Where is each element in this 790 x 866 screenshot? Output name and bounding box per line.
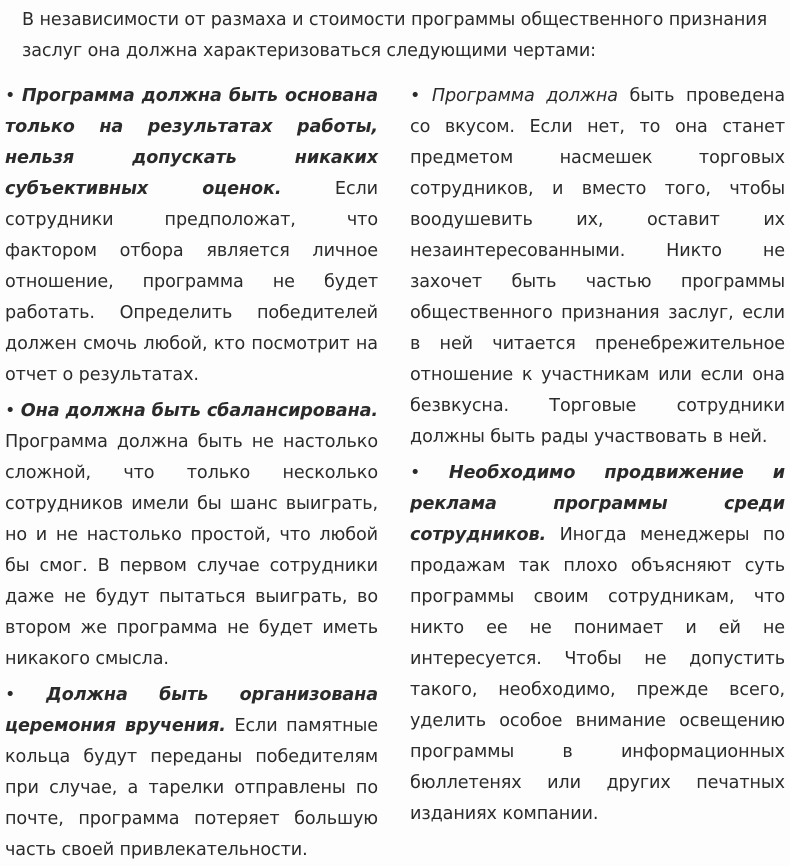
bullet-marker: • [410,86,421,106]
intro-paragraph: В независимости от размаха и стоимости программы общественного признания заслуг она должна характеризоваться следующими чертами: [22,10,768,61]
column-gutter [383,81,407,866]
list-item [5,396,378,675]
bullet-marker: • [5,401,16,421]
list-item-body: Если сотрудники предположат, что фактором отбора является личное отношение, программа не будет работать. Определить победителей должен смочь любой, кто посмотрит на отчет о результатах. [5,179,378,385]
bullet-marker: • [5,86,16,106]
list-item [410,458,785,830]
list-item-lead: Программа должна быть основана только на результатах работы, нельзя допускать никаких субъективных оценок. [5,86,378,199]
list-item-lead: Программа должна [431,86,618,106]
list-item-body: Если памятные кольца будут переданы победителям при случае, а тарелки отправлены по почте, программа потеряет большую часть своей привлекательности. [5,716,378,860]
list-item-body: Программа должна быть не настолько сложной, что только несколько сотрудников имели бы шанс выиграть, но и не настолько простой, что любой бы смог. В первом случае сотрудники даже не будут пытаться выиграть, во втором же программа не будет иметь никакого смысла. [5,432,378,669]
left-column [0,81,383,866]
list-item-lead: Необходимо продвижение и реклама программы среди сотрудников. [410,463,785,545]
bullet-marker: • [410,463,421,483]
two-column-body [0,81,790,866]
list-item [5,81,378,391]
bullet-marker: • [5,685,16,705]
right-column [407,81,790,866]
list-item-body: Иногда менеджеры по продажам так плохо объясняют суть программы своим сотрудникам, что никто ее не понимает и ей не интересуется. Чтобы не допустить такого, необходимо, прежде всего, уделить особое внимание освещению программы в информационных бюллетенях или других печатных изданиях компании. [410,525,785,824]
list-item-body: быть проведена со вкусом. Если нет, то она станет предметом насмешек торговых сотрудников, и вместо того, чтобы воодушевить их, оставит их незаинтересованными. Никто не захочет быть частью программы общественного признания заслуг, если в ней читается пренебрежительное отношение к участникам или если она безвкусна. Торговые сотрудники должны быть рады участвовать в ней. [410,86,786,447]
list-item-lead: Должна быть организована церемония вручения. [5,685,378,736]
list-item [410,81,785,453]
list-item-lead: Она должна быть сбалансирована. [20,401,378,421]
list-item [5,680,378,866]
